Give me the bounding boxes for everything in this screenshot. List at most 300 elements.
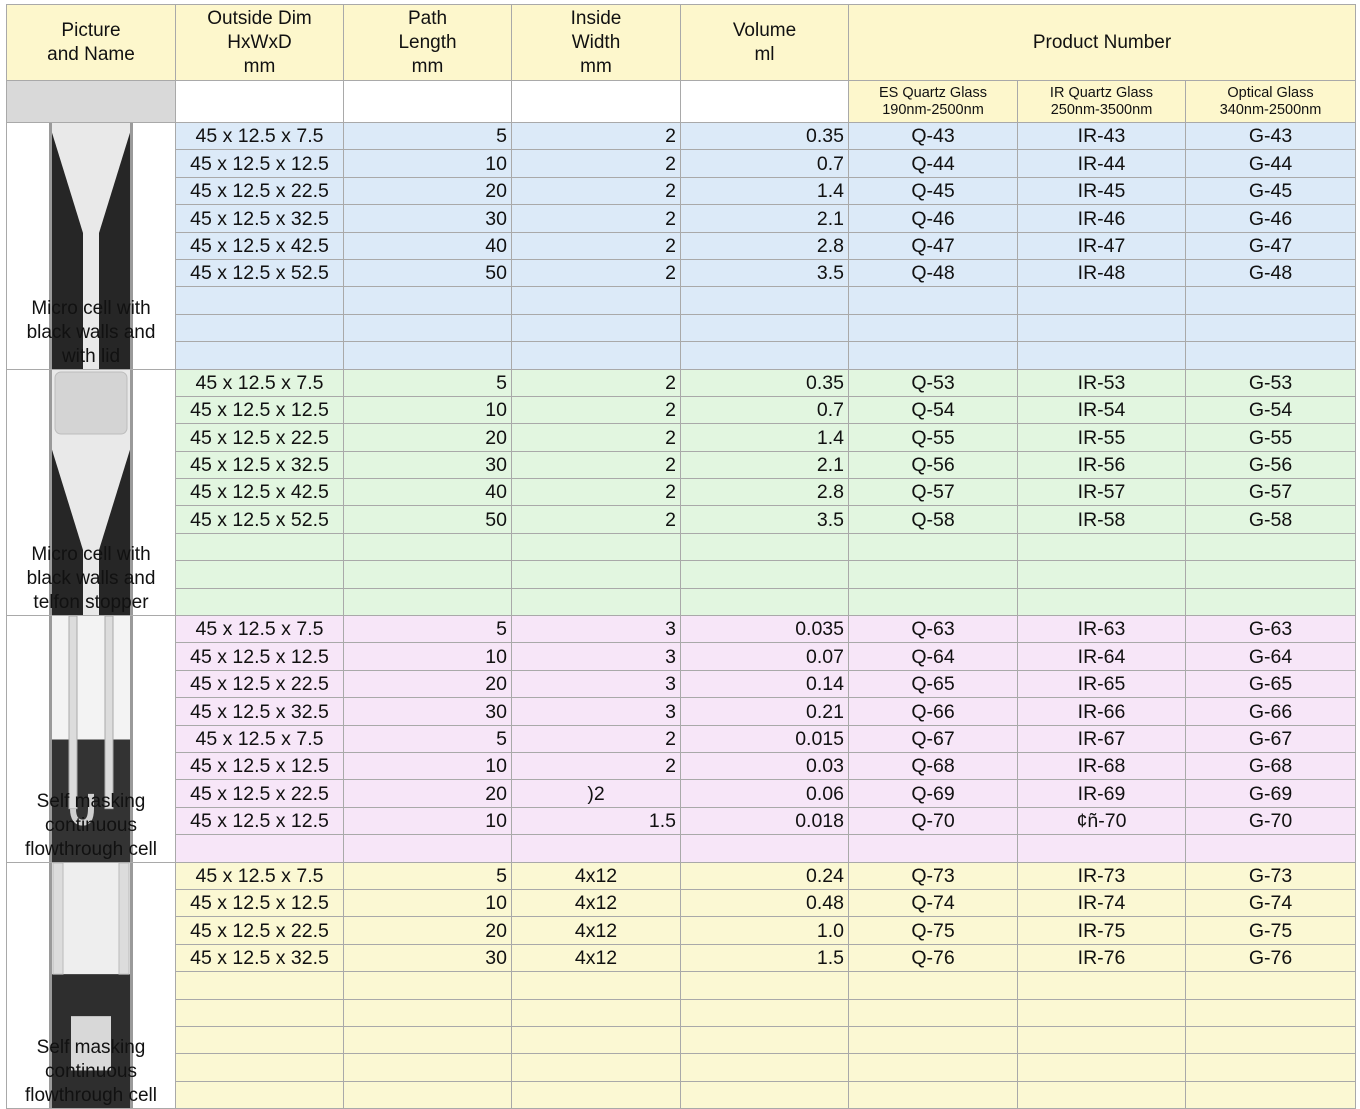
- optical-glass-cell: G-75: [1186, 917, 1356, 944]
- optical-glass-cell: G-63: [1186, 616, 1356, 643]
- ir-quartz-cell: IR-45: [1018, 177, 1186, 204]
- table-row: [7, 506, 1356, 533]
- inside-width-cell: [512, 999, 681, 1026]
- header-volume: [681, 5, 849, 81]
- path-length-cell: 20: [344, 917, 512, 944]
- es-quartz-cell: Q-47: [849, 232, 1018, 259]
- inside-width-cell: 2: [512, 424, 681, 451]
- table-row: [7, 752, 1356, 779]
- inside-width-cell: 2: [512, 479, 681, 506]
- inside-width-cell: 4x12: [512, 889, 681, 916]
- table-row: [7, 889, 1356, 916]
- subheader-blank: [344, 81, 512, 123]
- blank-row: [7, 1026, 1356, 1053]
- path-length-cell: 20: [344, 177, 512, 204]
- inside-width-cell: 1.5: [512, 807, 681, 834]
- volume-cell: 0.06: [681, 780, 849, 807]
- es-quartz-cell: Q-67: [849, 725, 1018, 752]
- inside-width-cell: 3: [512, 670, 681, 697]
- header-path-length-line: Path: [407, 7, 448, 29]
- path-length-cell: 40: [344, 232, 512, 259]
- es-quartz-cell: Q-73: [849, 862, 1018, 889]
- ir-quartz-cell: IR-56: [1018, 451, 1186, 478]
- inside-width-cell: )2: [512, 780, 681, 807]
- ir-quartz-cell: [1018, 314, 1186, 341]
- subheader-es-quartz-line: ES Quartz Glass: [879, 84, 987, 101]
- es-quartz-cell: [849, 561, 1018, 588]
- outside-dim-cell: 45 x 12.5 x 22.5: [176, 177, 344, 204]
- es-quartz-cell: Q-58: [849, 506, 1018, 533]
- optical-glass-cell: [1186, 1081, 1356, 1108]
- es-quartz-cell: [849, 1026, 1018, 1053]
- es-quartz-cell: Q-69: [849, 780, 1018, 807]
- inside-width-cell: 2: [512, 451, 681, 478]
- volume-cell: [681, 1054, 849, 1081]
- outside-dim-cell: 45 x 12.5 x 22.5: [176, 670, 344, 697]
- path-length-cell: 20: [344, 780, 512, 807]
- table-row: [7, 944, 1356, 971]
- outside-dim-cell: 45 x 12.5 x 42.5: [176, 479, 344, 506]
- blank-row: [7, 314, 1356, 341]
- es-quartz-cell: [849, 999, 1018, 1026]
- volume-cell: 3.5: [681, 506, 849, 533]
- inside-width-cell: 2: [512, 177, 681, 204]
- group-picture-cell: [7, 123, 176, 370]
- table-row: [7, 232, 1356, 259]
- outside-dim-cell: 45 x 12.5 x 22.5: [176, 780, 344, 807]
- es-quartz-cell: Q-66: [849, 698, 1018, 725]
- group-name: Self masking continuous flowthrough cell: [24, 1037, 158, 1107]
- ir-quartz-cell: [1018, 1054, 1186, 1081]
- path-length-cell: 30: [344, 451, 512, 478]
- table-row: [7, 479, 1356, 506]
- inside-width-cell: 2: [512, 506, 681, 533]
- subheader-es-quartz-line: 190nm-2500nm: [882, 101, 984, 118]
- outside-dim-cell: 45 x 12.5 x 7.5: [176, 369, 344, 396]
- volume-cell: 2.8: [681, 232, 849, 259]
- subheader-blank: [512, 81, 681, 123]
- es-quartz-cell: Q-76: [849, 944, 1018, 971]
- es-quartz-cell: Q-56: [849, 451, 1018, 478]
- optical-glass-cell: [1186, 588, 1356, 615]
- ir-quartz-cell: [1018, 972, 1186, 999]
- header-inside-width-line: Inside: [570, 7, 622, 29]
- path-length-cell: 10: [344, 889, 512, 916]
- outside-dim-cell: [176, 533, 344, 560]
- inside-width-cell: 2: [512, 259, 681, 286]
- subheader-es-quartz: [849, 81, 1018, 123]
- blank-row: [7, 972, 1356, 999]
- ir-quartz-cell: IR-67: [1018, 725, 1186, 752]
- volume-cell: 0.48: [681, 889, 849, 916]
- optical-glass-cell: G-74: [1186, 889, 1356, 916]
- inside-width-cell: 4x12: [512, 862, 681, 889]
- optical-glass-cell: G-56: [1186, 451, 1356, 478]
- outside-dim-cell: 45 x 12.5 x 32.5: [176, 698, 344, 725]
- optical-glass-cell: G-65: [1186, 670, 1356, 697]
- optical-glass-cell: G-76: [1186, 944, 1356, 971]
- outside-dim-cell: [176, 835, 344, 862]
- outside-dim-cell: [176, 999, 344, 1026]
- inside-width-cell: [512, 533, 681, 560]
- optical-glass-cell: G-44: [1186, 150, 1356, 177]
- optical-glass-cell: G-68: [1186, 752, 1356, 779]
- optical-glass-cell: G-67: [1186, 725, 1356, 752]
- path-length-cell: 10: [344, 396, 512, 423]
- inside-width-cell: [512, 588, 681, 615]
- inside-width-cell: [512, 1026, 681, 1053]
- ir-quartz-cell: IR-73: [1018, 862, 1186, 889]
- volume-cell: 0.35: [681, 369, 849, 396]
- es-quartz-cell: Q-53: [849, 369, 1018, 396]
- table-row: [7, 177, 1356, 204]
- volume-cell: [681, 1081, 849, 1108]
- table-row: [7, 205, 1356, 232]
- outside-dim-cell: 45 x 12.5 x 12.5: [176, 643, 344, 670]
- table-row: [7, 150, 1356, 177]
- path-length-cell: [344, 314, 512, 341]
- subheader-ir-quartz-line: 250nm-3500nm: [1050, 101, 1153, 118]
- path-length-cell: [344, 999, 512, 1026]
- es-quartz-cell: [849, 835, 1018, 862]
- path-length-cell: [344, 1026, 512, 1053]
- volume-cell: 0.03: [681, 752, 849, 779]
- optical-glass-cell: G-53: [1186, 369, 1356, 396]
- ir-quartz-cell: IR-48: [1018, 259, 1186, 286]
- volume-cell: 1.4: [681, 424, 849, 451]
- header-picture-name-line: Picture: [61, 19, 121, 41]
- header-outside-dim-line: mm: [243, 55, 276, 77]
- es-quartz-cell: Q-45: [849, 177, 1018, 204]
- outside-dim-cell: 45 x 12.5 x 52.5: [176, 259, 344, 286]
- outside-dim-cell: [176, 588, 344, 615]
- path-length-cell: 20: [344, 424, 512, 451]
- optical-glass-cell: [1186, 835, 1356, 862]
- optical-glass-cell: G-64: [1186, 643, 1356, 670]
- es-quartz-cell: Q-46: [849, 205, 1018, 232]
- inside-width-cell: 2: [512, 123, 681, 150]
- volume-cell: [681, 314, 849, 341]
- optical-glass-cell: G-66: [1186, 698, 1356, 725]
- es-quartz-cell: [849, 287, 1018, 314]
- outside-dim-cell: 45 x 12.5 x 12.5: [176, 807, 344, 834]
- subheader-optical-glass-line: 340nm-2500nm: [1219, 101, 1322, 118]
- volume-cell: 0.07: [681, 643, 849, 670]
- table-row: [7, 698, 1356, 725]
- optical-glass-cell: G-58: [1186, 506, 1356, 533]
- inside-width-cell: 2: [512, 369, 681, 396]
- ir-quartz-cell: IR-58: [1018, 506, 1186, 533]
- blank-row: [7, 588, 1356, 615]
- ir-quartz-cell: IR-63: [1018, 616, 1186, 643]
- product-group: [7, 369, 1356, 616]
- volume-cell: 2.1: [681, 205, 849, 232]
- path-length-cell: [344, 561, 512, 588]
- es-quartz-cell: Q-68: [849, 752, 1018, 779]
- path-length-cell: 10: [344, 752, 512, 779]
- optical-glass-cell: [1186, 972, 1356, 999]
- path-length-cell: [344, 835, 512, 862]
- inside-width-cell: 2: [512, 396, 681, 423]
- volume-cell: 1.5: [681, 944, 849, 971]
- blank-row: [7, 342, 1356, 369]
- ir-quartz-cell: [1018, 1081, 1186, 1108]
- optical-glass-cell: [1186, 533, 1356, 560]
- inside-width-cell: [512, 314, 681, 341]
- table-row: [7, 369, 1356, 396]
- es-quartz-cell: [849, 1054, 1018, 1081]
- ir-quartz-cell: [1018, 999, 1186, 1026]
- es-quartz-cell: [849, 314, 1018, 341]
- volume-cell: [681, 342, 849, 369]
- path-length-cell: 10: [344, 150, 512, 177]
- volume-cell: 0.14: [681, 670, 849, 697]
- path-length-cell: [344, 972, 512, 999]
- outside-dim-cell: [176, 1026, 344, 1053]
- ir-quartz-cell: [1018, 1026, 1186, 1053]
- volume-cell: 0.24: [681, 862, 849, 889]
- group-name: Micro cell with black walls and with lid: [26, 297, 156, 367]
- header-volume-line: ml: [754, 43, 775, 65]
- volume-cell: 0.018: [681, 807, 849, 834]
- subheader-optical-glass: [1186, 81, 1356, 123]
- path-length-cell: [344, 533, 512, 560]
- ir-quartz-cell: IR-44: [1018, 150, 1186, 177]
- ir-quartz-cell: IR-66: [1018, 698, 1186, 725]
- optical-glass-cell: G-43: [1186, 123, 1356, 150]
- es-quartz-cell: Q-64: [849, 643, 1018, 670]
- optical-glass-cell: [1186, 1054, 1356, 1081]
- es-quartz-cell: Q-43: [849, 123, 1018, 150]
- table-row: [7, 123, 1356, 150]
- group-name: Micro cell with black walls and telfon stopper: [26, 544, 156, 614]
- outside-dim-cell: [176, 287, 344, 314]
- inside-width-cell: 2: [512, 752, 681, 779]
- ir-quartz-cell: [1018, 561, 1186, 588]
- es-quartz-cell: Q-48: [849, 259, 1018, 286]
- ir-quartz-cell: IR-69: [1018, 780, 1186, 807]
- outside-dim-cell: [176, 972, 344, 999]
- group-name: Self masking continuous flowthrough cell: [24, 790, 158, 860]
- ir-quartz-cell: IR-53: [1018, 369, 1186, 396]
- volume-cell: 0.7: [681, 396, 849, 423]
- table-row: [7, 424, 1356, 451]
- es-quartz-cell: Q-63: [849, 616, 1018, 643]
- blank-row: [7, 1081, 1356, 1108]
- ir-quartz-cell: IR-64: [1018, 643, 1186, 670]
- outside-dim-cell: 45 x 12.5 x 22.5: [176, 917, 344, 944]
- table-row: [7, 725, 1356, 752]
- es-quartz-cell: [849, 1081, 1018, 1108]
- es-quartz-cell: [849, 972, 1018, 999]
- path-length-cell: 40: [344, 479, 512, 506]
- header-inside-width-line: Width: [571, 31, 621, 53]
- subheader-optical-glass-line: Optical Glass: [1227, 84, 1314, 101]
- volume-cell: 2.8: [681, 479, 849, 506]
- path-length-cell: 5: [344, 369, 512, 396]
- volume-cell: [681, 972, 849, 999]
- header-picture-name: [7, 5, 176, 81]
- blank-row: [7, 533, 1356, 560]
- path-length-cell: 5: [344, 725, 512, 752]
- optical-glass-cell: G-70: [1186, 807, 1356, 834]
- outside-dim-cell: 45 x 12.5 x 7.5: [176, 616, 344, 643]
- outside-dim-cell: 45 x 12.5 x 32.5: [176, 205, 344, 232]
- es-quartz-cell: Q-44: [849, 150, 1018, 177]
- ir-quartz-cell: [1018, 588, 1186, 615]
- group-picture-cell: [7, 369, 176, 616]
- path-length-cell: 30: [344, 205, 512, 232]
- optical-glass-cell: G-47: [1186, 232, 1356, 259]
- path-length-cell: 10: [344, 643, 512, 670]
- subheader-blank: [176, 81, 344, 123]
- volume-cell: [681, 561, 849, 588]
- ir-quartz-cell: IR-57: [1018, 479, 1186, 506]
- ir-quartz-cell: IR-46: [1018, 205, 1186, 232]
- inside-width-cell: [512, 1054, 681, 1081]
- subheader-row: [7, 81, 1356, 123]
- header-row: [7, 5, 1356, 81]
- optical-glass-cell: [1186, 314, 1356, 341]
- ir-quartz-cell: IR-74: [1018, 889, 1186, 916]
- volume-cell: [681, 999, 849, 1026]
- ir-quartz-cell: IR-76: [1018, 944, 1186, 971]
- outside-dim-cell: 45 x 12.5 x 42.5: [176, 232, 344, 259]
- table-row: [7, 780, 1356, 807]
- inside-width-cell: 2: [512, 725, 681, 752]
- blank-row: [7, 287, 1356, 314]
- optical-glass-cell: G-45: [1186, 177, 1356, 204]
- group-picture-cell: [7, 616, 176, 863]
- optical-glass-cell: G-69: [1186, 780, 1356, 807]
- header-inside-width: [512, 5, 681, 81]
- volume-cell: 1.4: [681, 177, 849, 204]
- inside-width-cell: 4x12: [512, 917, 681, 944]
- product-table-container: [6, 4, 1356, 1109]
- inside-width-cell: [512, 342, 681, 369]
- inside-width-cell: [512, 1081, 681, 1108]
- header-path-length-line: Length: [398, 31, 457, 53]
- ir-quartz-cell: [1018, 533, 1186, 560]
- outside-dim-cell: [176, 342, 344, 369]
- es-quartz-cell: Q-55: [849, 424, 1018, 451]
- optical-glass-cell: [1186, 342, 1356, 369]
- optical-glass-cell: [1186, 287, 1356, 314]
- ir-quartz-cell: IR-75: [1018, 917, 1186, 944]
- volume-cell: 3.5: [681, 259, 849, 286]
- path-length-cell: 5: [344, 123, 512, 150]
- inside-width-cell: 2: [512, 150, 681, 177]
- path-length-cell: 10: [344, 807, 512, 834]
- header-volume-line: Volume: [732, 19, 797, 41]
- volume-cell: 0.015: [681, 725, 849, 752]
- path-length-cell: [344, 342, 512, 369]
- table-row: [7, 396, 1356, 423]
- outside-dim-cell: 45 x 12.5 x 12.5: [176, 396, 344, 423]
- optical-glass-cell: G-48: [1186, 259, 1356, 286]
- header-path-length: [344, 5, 512, 81]
- outside-dim-cell: 45 x 12.5 x 32.5: [176, 944, 344, 971]
- inside-width-cell: 4x12: [512, 944, 681, 971]
- path-length-cell: 50: [344, 259, 512, 286]
- outside-dim-cell: 45 x 12.5 x 32.5: [176, 451, 344, 478]
- table-row: [7, 670, 1356, 697]
- volume-cell: [681, 588, 849, 615]
- es-quartz-cell: [849, 588, 1018, 615]
- table-row: [7, 917, 1356, 944]
- path-length-cell: 30: [344, 698, 512, 725]
- table-row: [7, 807, 1356, 834]
- product-group: [7, 123, 1356, 370]
- header-outside-dim-line: HxWxD: [227, 31, 292, 53]
- path-length-cell: 5: [344, 862, 512, 889]
- ir-quartz-cell: [1018, 342, 1186, 369]
- table-row: [7, 616, 1356, 643]
- subheader-blank-gray: [7, 81, 176, 123]
- optical-glass-cell: G-57: [1186, 479, 1356, 506]
- volume-cell: 2.1: [681, 451, 849, 478]
- product-group: [7, 616, 1356, 863]
- inside-width-cell: 3: [512, 698, 681, 725]
- product-table: [6, 4, 1356, 1109]
- outside-dim-cell: [176, 314, 344, 341]
- table-row: [7, 862, 1356, 889]
- subheader-ir-quartz-line: IR Quartz Glass: [1049, 84, 1154, 101]
- outside-dim-cell: [176, 1081, 344, 1108]
- blank-row: [7, 1054, 1356, 1081]
- inside-width-cell: 3: [512, 643, 681, 670]
- outside-dim-cell: 45 x 12.5 x 7.5: [176, 123, 344, 150]
- volume-cell: [681, 835, 849, 862]
- optical-glass-cell: G-54: [1186, 396, 1356, 423]
- optical-glass-cell: G-46: [1186, 205, 1356, 232]
- blank-row: [7, 561, 1356, 588]
- header-inside-width-line: mm: [580, 55, 612, 77]
- header-product-number: Product Number: [849, 5, 1356, 81]
- ir-quartz-cell: [1018, 287, 1186, 314]
- header-outside-dim-line: Outside Dim: [207, 7, 312, 29]
- inside-width-cell: [512, 561, 681, 588]
- inside-width-cell: 2: [512, 232, 681, 259]
- es-quartz-cell: [849, 342, 1018, 369]
- header-picture-name-line: and Name: [47, 43, 135, 65]
- product-group: [7, 862, 1356, 1109]
- volume-cell: 0.21: [681, 698, 849, 725]
- outside-dim-cell: 45 x 12.5 x 7.5: [176, 862, 344, 889]
- ir-quartz-cell: ¢ñ-70: [1018, 807, 1186, 834]
- optical-glass-cell: [1186, 561, 1356, 588]
- optical-glass-cell: [1186, 1026, 1356, 1053]
- outside-dim-cell: [176, 561, 344, 588]
- header-outside-dim: [176, 5, 344, 81]
- header-path-length-line: mm: [411, 55, 444, 77]
- outside-dim-cell: 45 x 12.5 x 22.5: [176, 424, 344, 451]
- ir-quartz-cell: IR-47: [1018, 232, 1186, 259]
- path-length-cell: 20: [344, 670, 512, 697]
- volume-cell: 0.7: [681, 150, 849, 177]
- table-row: [7, 643, 1356, 670]
- path-length-cell: 30: [344, 944, 512, 971]
- outside-dim-cell: 45 x 12.5 x 12.5: [176, 150, 344, 177]
- path-length-cell: 5: [344, 616, 512, 643]
- table-row: [7, 259, 1356, 286]
- outside-dim-cell: 45 x 12.5 x 7.5: [176, 725, 344, 752]
- es-quartz-cell: Q-54: [849, 396, 1018, 423]
- inside-width-cell: 3: [512, 616, 681, 643]
- optical-glass-cell: [1186, 999, 1356, 1026]
- es-quartz-cell: [849, 533, 1018, 560]
- path-length-cell: [344, 1054, 512, 1081]
